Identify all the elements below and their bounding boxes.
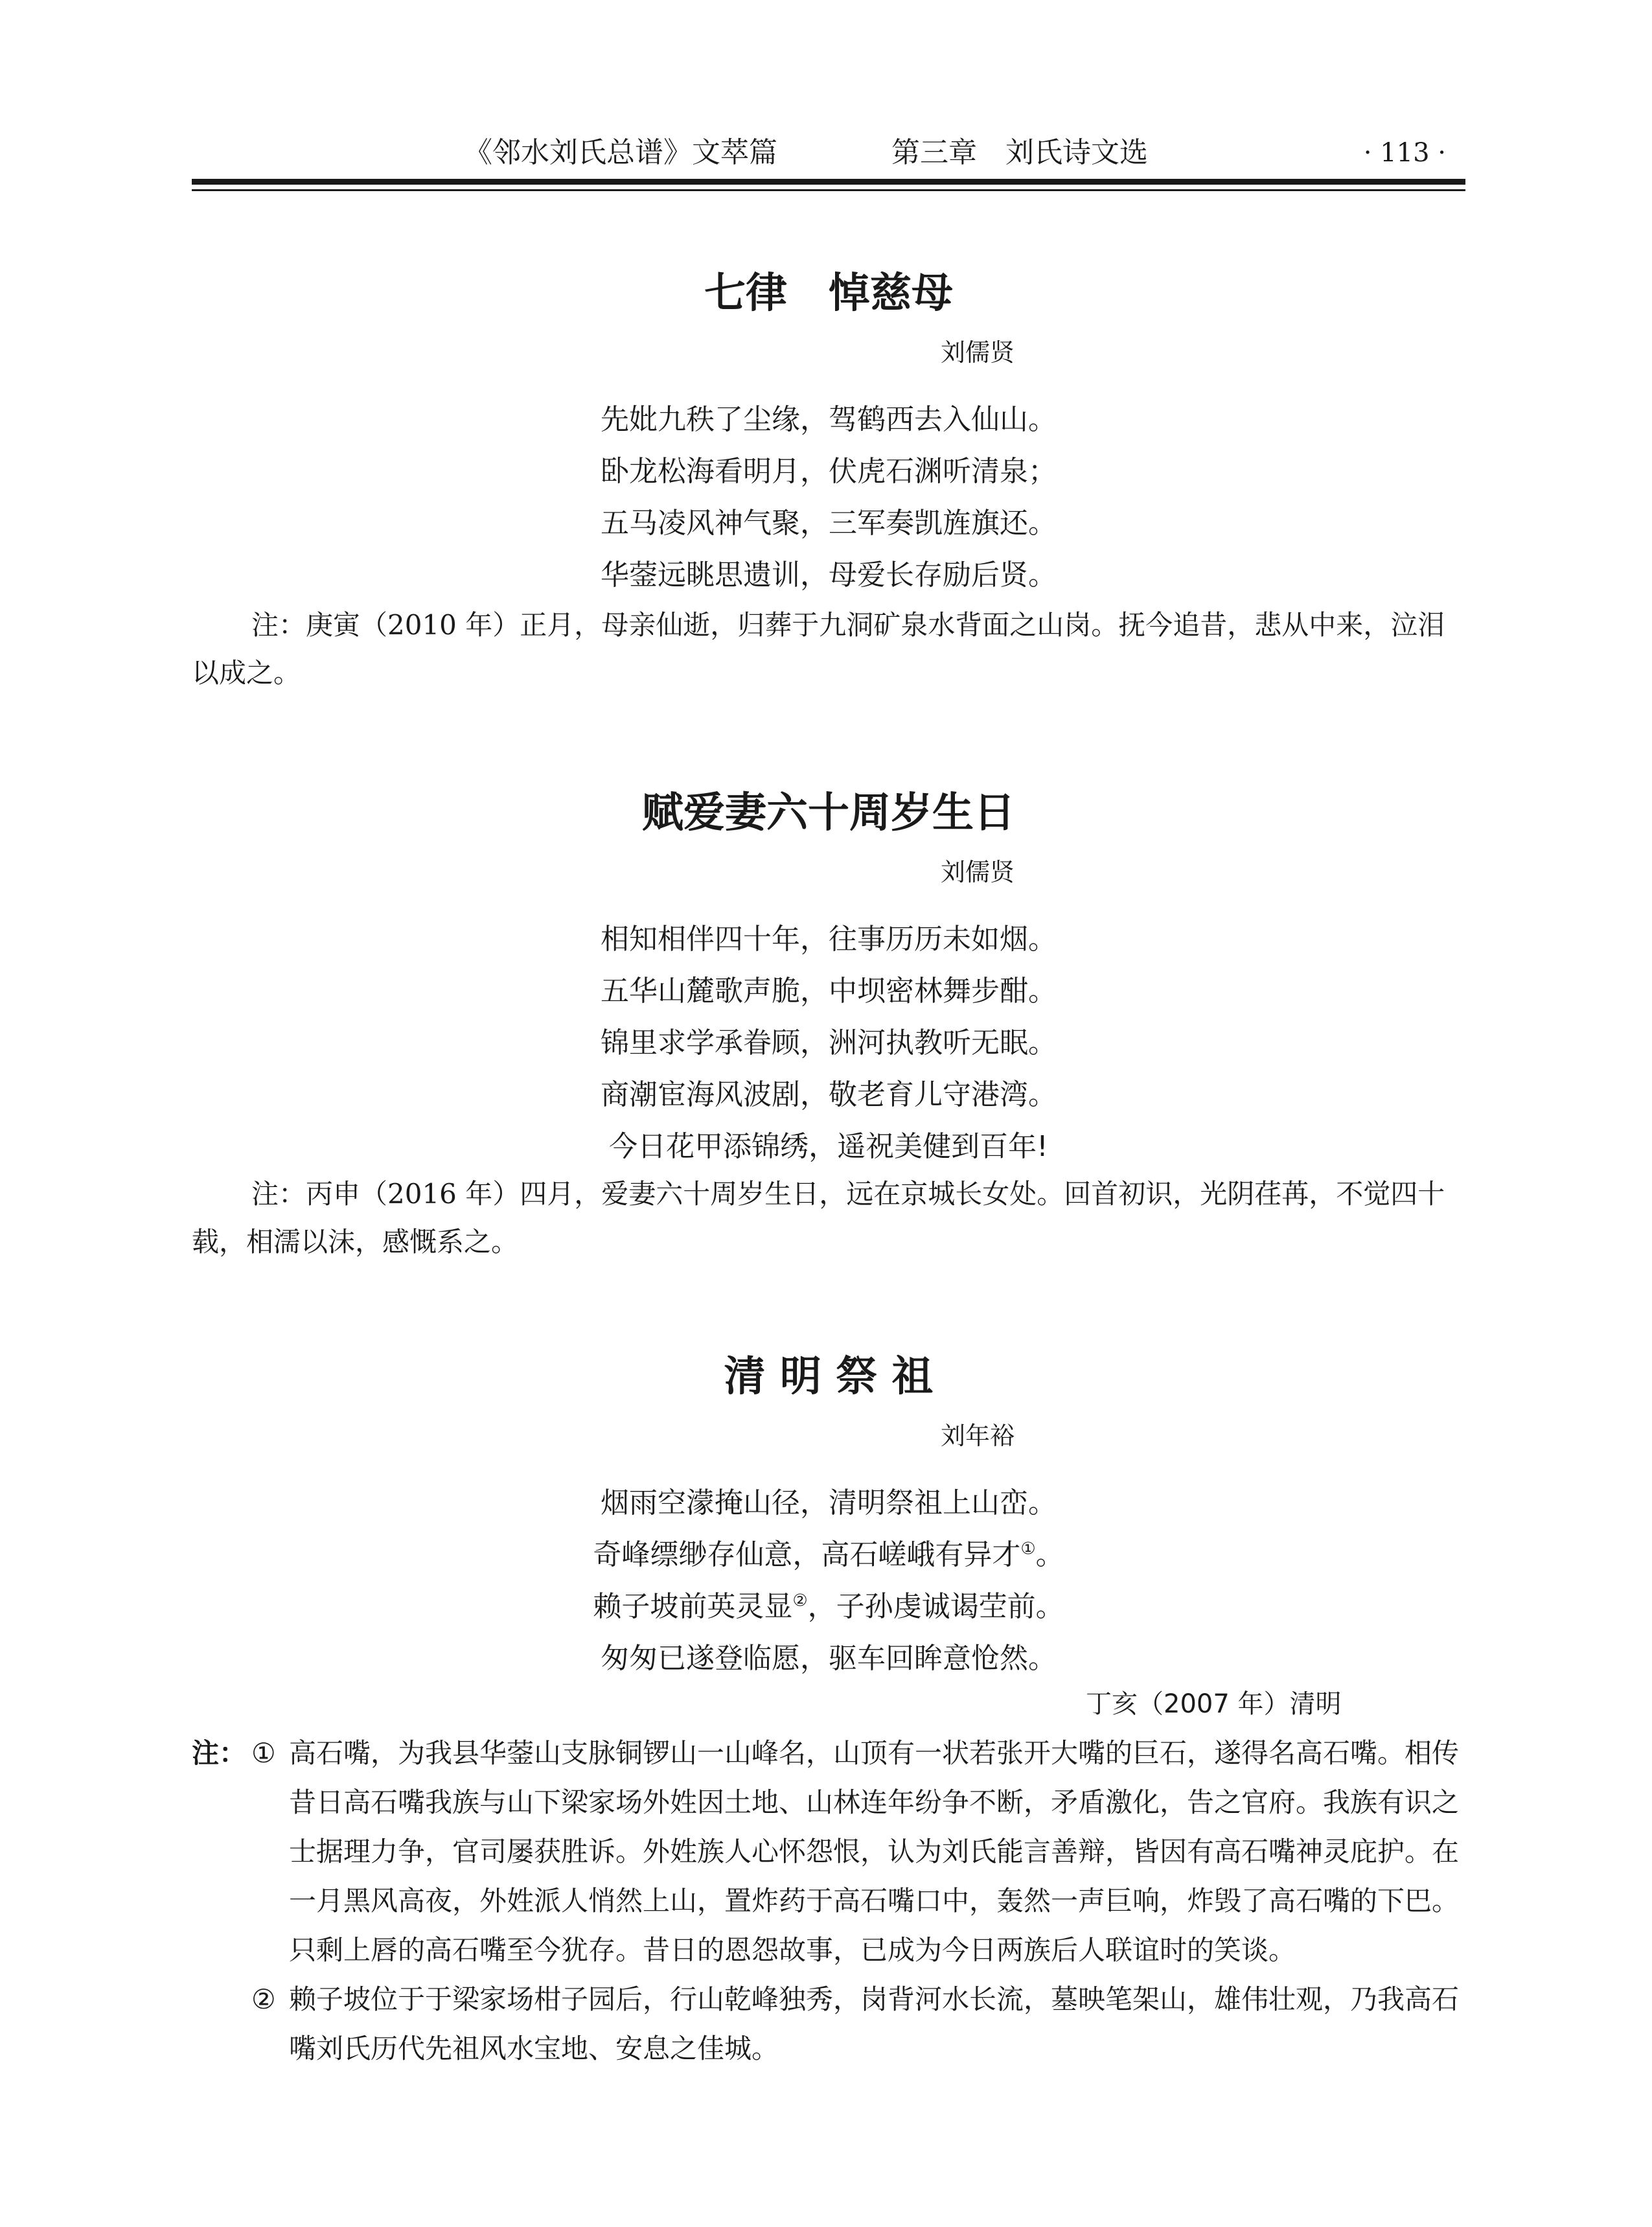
poem-verse xyxy=(192,1477,1465,1685)
footnote-marker: ① xyxy=(251,1737,276,1769)
verse-line: 今日花甲添锦绣，遥祝美健到百年! xyxy=(609,1130,1048,1163)
verse-line: 华蓥远眺思遗训，母爱长存励后贤。 xyxy=(601,559,1057,592)
verse-text: 。 xyxy=(1035,1538,1064,1571)
page-number: · 113 · xyxy=(1363,138,1446,168)
verse-text: 赖子坡前英灵显 xyxy=(593,1590,793,1623)
poem-title: 清 明 祭 祖 xyxy=(724,1353,934,1401)
verse-line: 商潮宦海风波剧，敬老育儿守港湾。 xyxy=(601,1078,1057,1111)
verse-line: 五马凌风神气聚，三军奏凯旌旗还。 xyxy=(601,507,1057,540)
poem-author: 刘年裕 xyxy=(941,1422,1015,1450)
poem-note: 注：庚寅（2010 年）正月，母亲仙逝，归葬于九洞矿泉水背面之山岗。抚今追昔，悲从中来，泣泪以成之。 xyxy=(192,609,1445,689)
verse-line: 烟雨空濛掩山径，清明祭祖上山峦。 xyxy=(601,1486,1057,1519)
verse-line: 卧龙松海看明月，伏虎石渊听清泉； xyxy=(601,455,1057,488)
poem-verse xyxy=(192,914,1465,1173)
verse-line: 先妣九秩了尘缘，驾鹤西去入仙山。 xyxy=(601,403,1057,436)
verse-text: 奇峰缥缈存仙意，高石嵯峨有异才 xyxy=(593,1538,1021,1571)
footnote-item xyxy=(192,1975,1465,2073)
poem-section-2 xyxy=(192,784,1465,1258)
footnote-item xyxy=(192,1729,1465,1975)
verse-text: ，子孙虔诚谒茔前。 xyxy=(807,1590,1064,1623)
poem-verse xyxy=(192,394,1465,601)
verse-line xyxy=(192,1529,1465,1581)
poem-title: 赋爱妻六十周岁生日 xyxy=(642,789,1015,837)
poem-section-3 xyxy=(192,1348,1465,2064)
footnote-marker: ② xyxy=(251,1983,276,2015)
chapter-title: 第三章 刘氏诗文选 xyxy=(891,136,1148,169)
footnote-text: 赖子坡位于于梁家场柑子园后，行山乾峰独秀，岗背河水长流，墓映笔架山，雄伟壮观，乃我高石嘴刘氏历代先祖风水宝地、安息之佳城。 xyxy=(289,1983,1460,2064)
poem-note: 注：丙申（2016 年）四月，爱妻六十周岁生日，远在京城长女处。回首初识，光阴荏苒，不觉四十载，相濡以沫，感慨系之。 xyxy=(192,1178,1445,1258)
poem-author: 刘儒贤 xyxy=(941,338,1015,367)
footnotes xyxy=(192,1729,1465,2073)
header-rule-thin xyxy=(192,189,1465,191)
poem-date: 丁亥（2007 年）清明 xyxy=(1086,1689,1342,1719)
verse-line: 相知相伴四十年，往事历历未如烟。 xyxy=(601,923,1057,956)
notes-label: 注： xyxy=(192,1737,247,1769)
verse-line: 五华山麓歌声脆，中坝密林舞步酣。 xyxy=(601,975,1057,1008)
verse-line: 锦里求学承眷顾，洲河执教听无眠。 xyxy=(601,1026,1057,1059)
running-header xyxy=(192,127,1465,179)
poem-title: 七律 悼慈母 xyxy=(704,270,953,317)
header-rule-thick xyxy=(192,179,1465,185)
verse-line xyxy=(192,1581,1465,1633)
poem-section-1 xyxy=(192,264,1465,689)
poem-author: 刘儒贤 xyxy=(941,858,1015,886)
footnote-mark: ① xyxy=(1020,1539,1036,1559)
footnote-mark: ② xyxy=(792,1591,808,1611)
footnote-text: 高石嘴，为我县华蓥山支脉铜锣山一山峰名，山顶有一状若张开大嘴的巨石，遂得名高石嘴。相传昔日高石嘴我族与山下梁家场外姓因土地、山林连年纷争不断，矛盾激化，告之官府。我族有识之士据理力争，官司屡获胜诉。外姓族人心怀怨恨，认为刘氏能言善辩，皆因有高石嘴神灵庇护。在一月黑风高夜，外姓派人悄然上山，置炸药于高石嘴口中，轰然一声巨响，炸毁了高石嘴的下巴。只剩上唇的高石嘴至今犹存。昔日的恩怨故事，已成为今日两族后人联谊时的笑谈。 xyxy=(289,1737,1460,1966)
verse-line: 匆匆已遂登临愿，驱车回眸意怆然。 xyxy=(601,1642,1057,1675)
book-title: 《邻水刘氏总谱》文萃篇 xyxy=(464,136,777,169)
